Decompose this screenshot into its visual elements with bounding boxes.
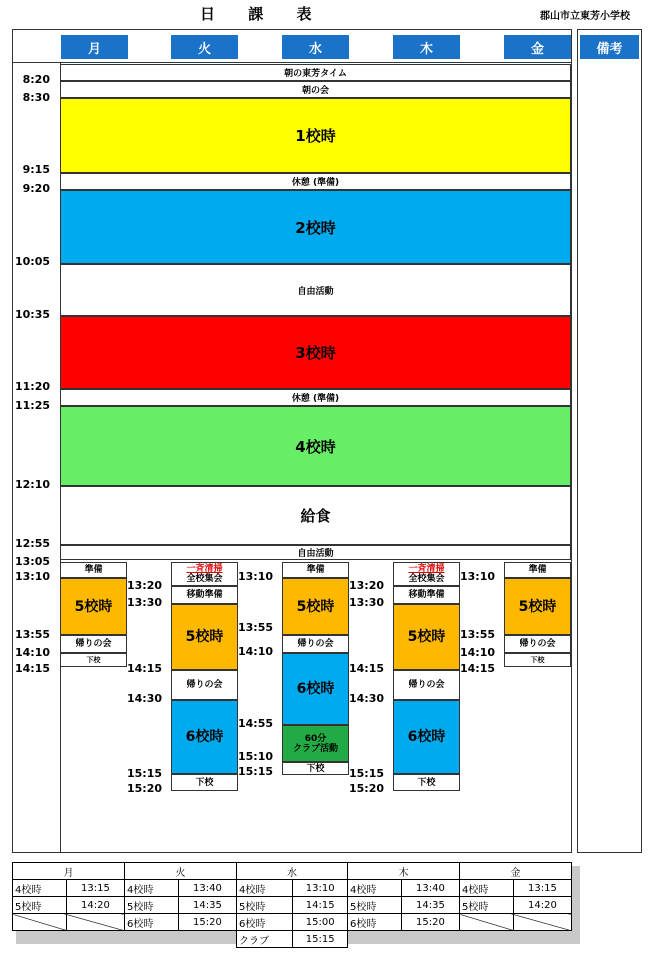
summary-day: 火	[125, 863, 237, 880]
tue-time-label: 13:20	[126, 579, 162, 592]
tue-period-5: 5校時	[171, 604, 238, 670]
summary-day: 木	[348, 863, 460, 880]
summary-time: 15:00	[293, 914, 348, 931]
summary-time: 15:20	[178, 914, 236, 931]
school-name: 郡山市立東芳小学校	[540, 11, 630, 22]
summary-time: 14:15	[293, 897, 348, 914]
time-label: 12:55	[14, 537, 50, 550]
thu-time-label: 13:30	[348, 596, 384, 609]
day-header-mon: 月	[61, 35, 128, 59]
wed-time-label: 15:15	[237, 765, 273, 778]
summary-wed	[236, 862, 348, 948]
summary-mon	[12, 862, 125, 931]
tue-kaeri: 帰りの会	[171, 670, 238, 700]
tue-gekou: 下校	[171, 774, 238, 791]
tue-period-6: 6校時	[171, 700, 238, 774]
header-divider	[12, 62, 572, 63]
summary-period: 4校時	[460, 880, 514, 897]
wed-time-label: 13:10	[237, 570, 273, 583]
band-free-activity-1: 自由活動	[60, 264, 571, 316]
period-4: 4校時	[60, 406, 571, 486]
band-break-2: 休憩 (準備)	[60, 389, 571, 406]
thu-time-label: 14:30	[348, 692, 384, 705]
day-header-fri: 金	[504, 35, 571, 59]
summary-thu	[347, 862, 460, 931]
thu-move-prep: 移動準備	[393, 586, 460, 604]
time-label: 10:35	[14, 308, 50, 321]
time-label: 8:30	[22, 91, 50, 104]
wed-time-label: 14:10	[237, 645, 273, 658]
summary-empty	[66, 914, 124, 931]
mon-period-5: 5校時	[60, 578, 127, 635]
summary-time: 13:10	[293, 880, 348, 897]
tue-time-label: 15:15	[126, 767, 162, 780]
time-label: 9:15	[22, 163, 50, 176]
band-free-activity-2: 自由活動	[60, 545, 571, 560]
summary-period: 6校時	[125, 914, 179, 931]
summary-period: クラブ	[237, 931, 293, 948]
mon-kaeri: 帰りの会	[60, 635, 127, 653]
time-label: 13:55	[14, 628, 50, 641]
time-label: 11:25	[14, 399, 50, 412]
day-header-wed: 水	[282, 35, 349, 59]
summary-time: 14:35	[401, 897, 459, 914]
band-morning-time: 朝の東芳タイム	[60, 64, 571, 81]
period-2: 2校時	[60, 190, 571, 264]
day-header-thu: 木	[393, 35, 460, 59]
thu-period-6: 6校時	[393, 700, 460, 774]
tue-cleaning: 一斉清掃	[186, 564, 223, 574]
wed-kaeri: 帰りの会	[282, 635, 349, 653]
tue-assembly: 全校集会	[186, 574, 223, 584]
wed-club	[282, 725, 349, 762]
fri-time-label: 14:15	[459, 662, 495, 675]
tue-time-label: 13:30	[126, 596, 162, 609]
summary-period: 4校時	[13, 880, 67, 897]
remarks-header: 備考	[580, 35, 639, 59]
fri-gekou: 下校	[504, 653, 571, 667]
wed-time-label: 15:10	[237, 750, 273, 763]
fri-kaeri: 帰りの会	[504, 635, 571, 653]
thu-kaeri: 帰りの会	[393, 670, 460, 700]
thu-time-label: 15:15	[348, 767, 384, 780]
summary-time: 14:35	[178, 897, 236, 914]
summary-period: 4校時	[125, 880, 179, 897]
time-label: 11:20	[14, 380, 50, 393]
thu-cleaning: 一斉清掃	[408, 564, 445, 574]
summary-time: 14:20	[66, 897, 124, 914]
fri-time-label: 13:55	[459, 628, 495, 641]
summary-time: 13:40	[401, 880, 459, 897]
time-label: 10:05	[14, 255, 50, 268]
summary-time: 14:20	[513, 897, 571, 914]
time-label: 13:10	[14, 570, 50, 583]
wed-club-duration: 60分	[304, 733, 327, 744]
summary-time: 15:15	[293, 931, 348, 948]
thu-gekou: 下校	[393, 774, 460, 791]
summary-period: 5校時	[125, 897, 179, 914]
fri-prep: 準備	[504, 562, 571, 578]
summary-empty	[13, 914, 67, 931]
summary-period: 5校時	[348, 897, 402, 914]
thu-time-label: 13:20	[348, 579, 384, 592]
band-lunch: 給食	[60, 486, 571, 545]
wed-time-label: 14:55	[237, 717, 273, 730]
summary-time: 13:15	[513, 880, 571, 897]
summary-fri	[459, 862, 572, 931]
wed-period-6: 6校時	[282, 653, 349, 725]
period-3: 3校時	[60, 316, 571, 389]
summary-day: 月	[13, 863, 125, 880]
summary-empty	[513, 914, 571, 931]
time-label: 12:10	[14, 478, 50, 491]
tue-time-label: 14:30	[126, 692, 162, 705]
page-title: 日 課 表	[200, 5, 326, 23]
summary-time: 13:15	[66, 880, 124, 897]
thu-time-label: 15:20	[348, 782, 384, 795]
time-label: 14:10	[14, 646, 50, 659]
fri-period-5: 5校時	[504, 578, 571, 635]
band-morning-meeting: 朝の会	[60, 81, 571, 98]
period-1: 1校時	[60, 98, 571, 173]
summary-day: 水	[237, 863, 348, 880]
thu-time-label: 14:15	[348, 662, 384, 675]
wed-time-label: 13:55	[237, 621, 273, 634]
time-label: 14:15	[14, 662, 50, 675]
mon-gekou: 下校	[60, 653, 127, 667]
thu-period-5: 5校時	[393, 604, 460, 670]
summary-time: 13:40	[178, 880, 236, 897]
thu-cleaning-assembly	[393, 562, 460, 586]
wed-club-label: クラブ活動	[292, 743, 338, 754]
wed-gekou: 下校	[282, 762, 349, 775]
summary-period: 6校時	[237, 914, 293, 931]
tue-time-label: 14:15	[126, 662, 162, 675]
fri-time-label: 13:10	[459, 570, 495, 583]
summary-period: 4校時	[348, 880, 402, 897]
remarks-frame	[577, 29, 642, 853]
summary-time: 15:20	[401, 914, 459, 931]
thu-assembly: 全校集会	[408, 574, 445, 584]
summary-empty	[460, 914, 514, 931]
summary-period: 5校時	[237, 897, 293, 914]
wed-period-5: 5校時	[282, 578, 349, 635]
time-label: 13:05	[14, 555, 50, 568]
tue-move-prep: 移動準備	[171, 586, 238, 604]
tue-time-label: 15:20	[126, 782, 162, 795]
summary-period: 5校時	[460, 897, 514, 914]
summary-day: 金	[460, 863, 572, 880]
wed-prep: 準備	[282, 562, 349, 578]
band-break-1: 休憩 (準備)	[60, 173, 571, 190]
fri-time-label: 14:10	[459, 646, 495, 659]
day-header-tue: 火	[171, 35, 238, 59]
summary-period: 4校時	[237, 880, 293, 897]
tue-cleaning-assembly	[171, 562, 238, 586]
summary-tue	[124, 862, 237, 931]
time-label: 9:20	[22, 182, 50, 195]
summary-period: 5校時	[13, 897, 67, 914]
summary-period: 6校時	[348, 914, 402, 931]
time-label: 8:20	[22, 73, 50, 86]
mon-prep: 準備	[60, 562, 127, 578]
